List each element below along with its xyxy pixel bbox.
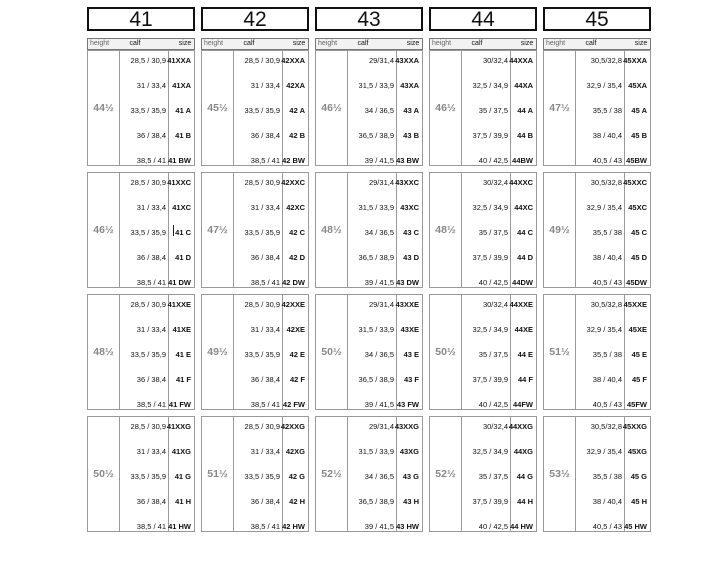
column-label-size: size xyxy=(520,40,534,47)
height-block xyxy=(201,416,309,532)
size-code: 43 BW xyxy=(396,156,419,165)
column-header-row xyxy=(429,38,537,50)
height-value: 48½ xyxy=(435,224,456,236)
size-code: 45XG xyxy=(627,447,647,456)
size-code: 41 DW xyxy=(168,278,191,287)
calf-range: 35,5 / 38 xyxy=(592,106,622,115)
column-header-row xyxy=(315,38,423,50)
size-code: 44 H xyxy=(517,497,533,506)
size-header-44: 44 xyxy=(429,7,537,31)
calf-range: 39 / 41,5 xyxy=(364,400,394,409)
calf-range: 36 / 38,4 xyxy=(136,131,166,140)
height-block xyxy=(315,50,423,166)
calf-range: 36 / 38,4 xyxy=(250,375,280,384)
calf-range: 31 / 33,4 xyxy=(136,81,166,90)
calf-range: 32,9 / 35,4 xyxy=(586,447,622,456)
size-code: 41 HW xyxy=(168,522,191,531)
calf-range: 31 / 33,4 xyxy=(250,203,280,212)
size-code: 44XA xyxy=(514,81,533,90)
size-code: 43 G xyxy=(402,472,419,481)
calf-range: 28,5 / 30,9 xyxy=(244,56,280,65)
calf-range: 38 / 40,4 xyxy=(592,131,622,140)
size-code: 44XC xyxy=(514,203,533,212)
height-value: 49½ xyxy=(549,224,570,236)
height-block xyxy=(315,294,423,410)
height-value: 50½ xyxy=(435,346,456,358)
calf-range: 38,5 / 41 xyxy=(250,522,280,531)
size-code: 41 C xyxy=(175,228,191,237)
size-code: 42 A xyxy=(289,106,305,115)
calf-range: 29/31,4 xyxy=(368,178,394,187)
size-code: 45BW xyxy=(626,156,647,165)
height-block xyxy=(201,294,309,410)
height-block xyxy=(543,172,651,288)
size-code: 43XXA xyxy=(395,56,419,65)
size-code: 42 D xyxy=(289,253,305,262)
calf-range: 40 / 42,5 xyxy=(478,278,508,287)
height-value: 46½ xyxy=(93,224,114,236)
size-code: 44 A xyxy=(517,106,533,115)
size-code: 43 D xyxy=(403,253,419,262)
size-code: 45XA xyxy=(628,81,647,90)
height-block xyxy=(87,294,195,410)
calf-range: 34 / 36,5 xyxy=(364,350,394,359)
size-code: 42XE xyxy=(286,325,305,334)
size-code: 45 F xyxy=(631,375,647,384)
size-code: 44XXA xyxy=(509,56,533,65)
size-code: 42XXC xyxy=(281,178,305,187)
calf-range: 36 / 38,4 xyxy=(250,497,280,506)
size-code: 44XXC xyxy=(509,178,533,187)
calf-range: 38 / 40,4 xyxy=(592,375,622,384)
calf-range: 29/31,4 xyxy=(368,56,394,65)
height-block xyxy=(429,50,537,166)
size-code: 42 F xyxy=(289,375,305,384)
height-block xyxy=(543,294,651,410)
size-code: 45 E xyxy=(631,350,647,359)
calf-range: 40 / 42,5 xyxy=(478,156,508,165)
calf-range: 38 / 40,4 xyxy=(592,497,622,506)
size-code: 45XXG xyxy=(622,422,647,431)
height-block xyxy=(429,294,537,410)
height-value: 53½ xyxy=(549,468,570,480)
calf-range: 36 / 38,4 xyxy=(136,375,166,384)
calf-range: 31 / 33,4 xyxy=(250,81,280,90)
calf-range: 31 / 33,4 xyxy=(250,325,280,334)
height-block xyxy=(87,416,195,532)
size-code: 44XE xyxy=(514,325,533,334)
text-cursor xyxy=(173,225,174,236)
calf-range: 32,9 / 35,4 xyxy=(586,81,622,90)
size-header-45: 45 xyxy=(543,7,651,31)
calf-range: 33,5 / 35,9 xyxy=(244,350,280,359)
size-code: 41XC xyxy=(172,203,191,212)
column-label-height: height xyxy=(546,40,566,47)
calf-range: 31,5 / 33,9 xyxy=(358,81,394,90)
size-code: 42 E xyxy=(289,350,305,359)
size-code: 41XE xyxy=(172,325,191,334)
column-header-row xyxy=(201,38,309,50)
calf-range: 38 / 40,4 xyxy=(592,253,622,262)
size-code: 43 A xyxy=(403,106,419,115)
calf-range: 32,5 / 34,9 xyxy=(472,447,508,456)
size-code: 43XXE xyxy=(395,300,419,309)
size-header-43: 43 xyxy=(315,7,423,31)
calf-range: 38,5 / 41 xyxy=(136,278,166,287)
height-value: 48½ xyxy=(321,224,342,236)
calf-range: 28,5 / 30,9 xyxy=(130,56,166,65)
size-code: 42 C xyxy=(289,228,305,237)
size-code: 42XXG xyxy=(280,422,305,431)
column-label-calf: calf xyxy=(129,40,141,47)
size-code: 43XXG xyxy=(394,422,419,431)
size-code: 41 E xyxy=(175,350,191,359)
column-label-calf: calf xyxy=(357,40,369,47)
calf-range: 37,5 / 39,9 xyxy=(472,253,508,262)
calf-range: 31 / 33,4 xyxy=(136,447,166,456)
size-code: 45 A xyxy=(631,106,647,115)
size-code: 44 F xyxy=(517,375,533,384)
calf-range: 38,5 / 41 xyxy=(136,156,166,165)
calf-range: 38,5 / 41 xyxy=(136,400,166,409)
size-code: 43 HW xyxy=(396,522,419,531)
height-block xyxy=(87,50,195,166)
size-code: 42 B xyxy=(289,131,305,140)
calf-range: 33,5 / 35,9 xyxy=(244,472,280,481)
calf-range: 36,5 / 38,9 xyxy=(358,375,394,384)
calf-range: 33,5 / 35,9 xyxy=(130,106,166,115)
column-label-height: height xyxy=(90,40,110,47)
calf-range: 28,5 / 30,9 xyxy=(130,178,166,187)
calf-range: 30,5/32,8 xyxy=(590,422,622,431)
calf-range: 31,5 / 33,9 xyxy=(358,325,394,334)
size-code: 43XE xyxy=(400,325,419,334)
calf-range: 29/31,4 xyxy=(368,300,394,309)
calf-range: 31 / 33,4 xyxy=(250,447,280,456)
calf-range: 28,5 / 30,9 xyxy=(244,300,280,309)
size-code: 43 H xyxy=(403,497,419,506)
height-block xyxy=(543,416,651,532)
size-code: 43 F xyxy=(403,375,419,384)
size-code: 43XG xyxy=(399,447,419,456)
calf-range: 38,5 / 41 xyxy=(250,400,280,409)
calf-range: 36 / 38,4 xyxy=(250,131,280,140)
height-value: 52½ xyxy=(435,468,456,480)
calf-range: 28,5 / 30,9 xyxy=(244,422,280,431)
calf-range: 40 / 42,5 xyxy=(478,522,508,531)
size-code: 42 H xyxy=(289,497,305,506)
calf-range: 36,5 / 38,9 xyxy=(358,131,394,140)
calf-range: 33,5 / 35,9 xyxy=(244,106,280,115)
calf-range: 30/32,4 xyxy=(482,422,508,431)
size-code: 41XXE xyxy=(167,300,191,309)
calf-range: 38,5 / 41 xyxy=(250,278,280,287)
column-label-calf: calf xyxy=(585,40,597,47)
calf-range: 34 / 36,5 xyxy=(364,106,394,115)
column-label-height: height xyxy=(318,40,338,47)
calf-range: 29/31,4 xyxy=(368,422,394,431)
calf-range: 32,5 / 34,9 xyxy=(472,325,508,334)
size-code: 41 F xyxy=(175,375,191,384)
calf-range: 33,5 / 35,9 xyxy=(130,472,166,481)
calf-range: 39 / 41,5 xyxy=(364,278,394,287)
size-code: 45 HW xyxy=(624,522,647,531)
calf-range: 40,5 / 43 xyxy=(592,156,622,165)
size-code: 42 G xyxy=(288,472,305,481)
size-code: 41XXC xyxy=(167,178,191,187)
size-code: 42 FW xyxy=(282,400,305,409)
calf-range: 31,5 / 33,9 xyxy=(358,203,394,212)
size-code: 41 B xyxy=(175,131,191,140)
calf-range: 28,5 / 30,9 xyxy=(244,178,280,187)
calf-range: 38,5 / 41 xyxy=(136,522,166,531)
height-block xyxy=(201,50,309,166)
calf-range: 32,9 / 35,4 xyxy=(586,203,622,212)
size-code: 41XXA xyxy=(167,56,191,65)
size-code: 44XG xyxy=(513,447,533,456)
size-code: 42 DW xyxy=(282,278,305,287)
height-value: 47½ xyxy=(549,102,570,114)
size-code: 45 C xyxy=(631,228,647,237)
calf-range: 35 / 37,5 xyxy=(478,350,508,359)
size-code: 41 A xyxy=(175,106,191,115)
calf-range: 35 / 37,5 xyxy=(478,472,508,481)
height-value: 51½ xyxy=(207,468,228,480)
calf-range: 30,5/32,8 xyxy=(590,300,622,309)
calf-range: 31 / 33,4 xyxy=(136,325,166,334)
size-code: 44 D xyxy=(517,253,533,262)
size-code: 44FW xyxy=(512,400,533,409)
calf-range: 31,5 / 33,9 xyxy=(358,447,394,456)
height-value: 46½ xyxy=(435,102,456,114)
height-value: 44½ xyxy=(93,102,114,114)
size-code: 42XA xyxy=(286,81,305,90)
size-code: 43XC xyxy=(400,203,419,212)
height-value: 48½ xyxy=(93,346,114,358)
height-value: 47½ xyxy=(207,224,228,236)
height-block xyxy=(429,416,537,532)
column-label-size: size xyxy=(406,40,420,47)
column-label-height: height xyxy=(432,40,452,47)
calf-range: 30/32,4 xyxy=(482,300,508,309)
size-code: 41 BW xyxy=(168,156,191,165)
size-code: 45XXC xyxy=(623,178,647,187)
calf-range: 32,5 / 34,9 xyxy=(472,81,508,90)
column-label-size: size xyxy=(634,40,648,47)
size-code: 45DW xyxy=(626,278,647,287)
size-code: 44 G xyxy=(516,472,533,481)
size-code: 41XA xyxy=(172,81,191,90)
calf-range: 30,5/32,8 xyxy=(590,178,622,187)
calf-range: 31 / 33,4 xyxy=(136,203,166,212)
calf-range: 37,5 / 39,9 xyxy=(472,131,508,140)
size-code: 44XXE xyxy=(509,300,533,309)
height-block xyxy=(315,172,423,288)
size-code: 44 E xyxy=(517,350,533,359)
height-value: 49½ xyxy=(207,346,228,358)
size-code: 43 E xyxy=(403,350,419,359)
calf-range: 36 / 38,4 xyxy=(136,253,166,262)
size-code: 45XXA xyxy=(623,56,647,65)
size-code: 43 DW xyxy=(396,278,419,287)
column-label-calf: calf xyxy=(243,40,255,47)
size-code: 42XG xyxy=(285,447,305,456)
calf-range: 28,5 / 30,9 xyxy=(130,300,166,309)
column-label-size: size xyxy=(178,40,192,47)
height-value: 50½ xyxy=(321,346,342,358)
column-label-size: size xyxy=(292,40,306,47)
calf-range: 36 / 38,4 xyxy=(136,497,166,506)
size-code: 45XE xyxy=(628,325,647,334)
height-block xyxy=(429,172,537,288)
size-code: 41 G xyxy=(174,472,191,481)
size-code: 41XXG xyxy=(166,422,191,431)
size-header-42: 42 xyxy=(201,7,309,31)
calf-range: 32,5 / 34,9 xyxy=(472,203,508,212)
size-code: 41 D xyxy=(175,253,191,262)
column-label-height: height xyxy=(204,40,224,47)
calf-range: 40,5 / 43 xyxy=(592,400,622,409)
size-code: 45XC xyxy=(628,203,647,212)
calf-range: 40,5 / 43 xyxy=(592,522,622,531)
calf-range: 37,5 / 39,9 xyxy=(472,375,508,384)
height-block xyxy=(201,172,309,288)
calf-range: 40,5 / 43 xyxy=(592,278,622,287)
size-code: 45 D xyxy=(631,253,647,262)
calf-range: 36 / 38,4 xyxy=(250,253,280,262)
size-code: 41 H xyxy=(175,497,191,506)
size-code: 43 C xyxy=(403,228,419,237)
calf-range: 39 / 41,5 xyxy=(364,156,394,165)
height-value: 51½ xyxy=(549,346,570,358)
size-code: 42XXE xyxy=(281,300,305,309)
calf-range: 36,5 / 38,9 xyxy=(358,253,394,262)
column-label-calf: calf xyxy=(471,40,483,47)
height-value: 45½ xyxy=(207,102,228,114)
calf-range: 33,5 / 35,9 xyxy=(130,228,166,237)
size-code: 44BW xyxy=(512,156,533,165)
size-code: 42 BW xyxy=(282,156,305,165)
size-code: 45 H xyxy=(631,497,647,506)
calf-range: 35,5 / 38 xyxy=(592,350,622,359)
size-code: 43 FW xyxy=(396,400,419,409)
size-code: 41 FW xyxy=(168,400,191,409)
calf-range: 35 / 37,5 xyxy=(478,106,508,115)
size-code: 44XXG xyxy=(508,422,533,431)
size-code: 44 C xyxy=(517,228,533,237)
size-code: 44DW xyxy=(512,278,533,287)
size-code: 45XXE xyxy=(623,300,647,309)
size-code: 45 B xyxy=(631,131,647,140)
size-code: 42XC xyxy=(286,203,305,212)
calf-range: 39 / 41,5 xyxy=(364,522,394,531)
height-block xyxy=(315,416,423,532)
calf-range: 32,9 / 35,4 xyxy=(586,325,622,334)
size-code: 45FW xyxy=(626,400,647,409)
column-header-row xyxy=(87,38,195,50)
calf-range: 35,5 / 38 xyxy=(592,228,622,237)
size-code: 44 B xyxy=(517,131,533,140)
calf-range: 35 / 37,5 xyxy=(478,228,508,237)
height-value: 52½ xyxy=(321,468,342,480)
calf-range: 30/32,4 xyxy=(482,178,508,187)
height-block xyxy=(543,50,651,166)
size-code: 44 HW xyxy=(510,522,533,531)
calf-range: 34 / 36,5 xyxy=(364,472,394,481)
size-code: 45 G xyxy=(630,472,647,481)
size-code: 43 B xyxy=(403,131,419,140)
height-value: 46½ xyxy=(321,102,342,114)
height-block xyxy=(87,172,195,288)
calf-range: 33,5 / 35,9 xyxy=(244,228,280,237)
column-header-row xyxy=(543,38,651,50)
calf-range: 36,5 / 38,9 xyxy=(358,497,394,506)
size-code: 42 HW xyxy=(282,522,305,531)
calf-range: 33,5 / 35,9 xyxy=(130,350,166,359)
calf-range: 37,5 / 39,9 xyxy=(472,497,508,506)
size-code: 42XXA xyxy=(281,56,305,65)
size-code: 43XXC xyxy=(395,178,419,187)
calf-range: 28,5 / 30,9 xyxy=(130,422,166,431)
calf-range: 30/32,4 xyxy=(482,56,508,65)
size-code: 43XA xyxy=(400,81,419,90)
calf-range: 40 / 42,5 xyxy=(478,400,508,409)
calf-range: 35,5 / 38 xyxy=(592,472,622,481)
height-value: 50½ xyxy=(93,468,114,480)
size-code: 41XG xyxy=(171,447,191,456)
calf-range: 38,5 / 41 xyxy=(250,156,280,165)
calf-range: 30,5/32,8 xyxy=(590,56,622,65)
size-header-41: 41 xyxy=(87,7,195,31)
calf-range: 34 / 36,5 xyxy=(364,228,394,237)
